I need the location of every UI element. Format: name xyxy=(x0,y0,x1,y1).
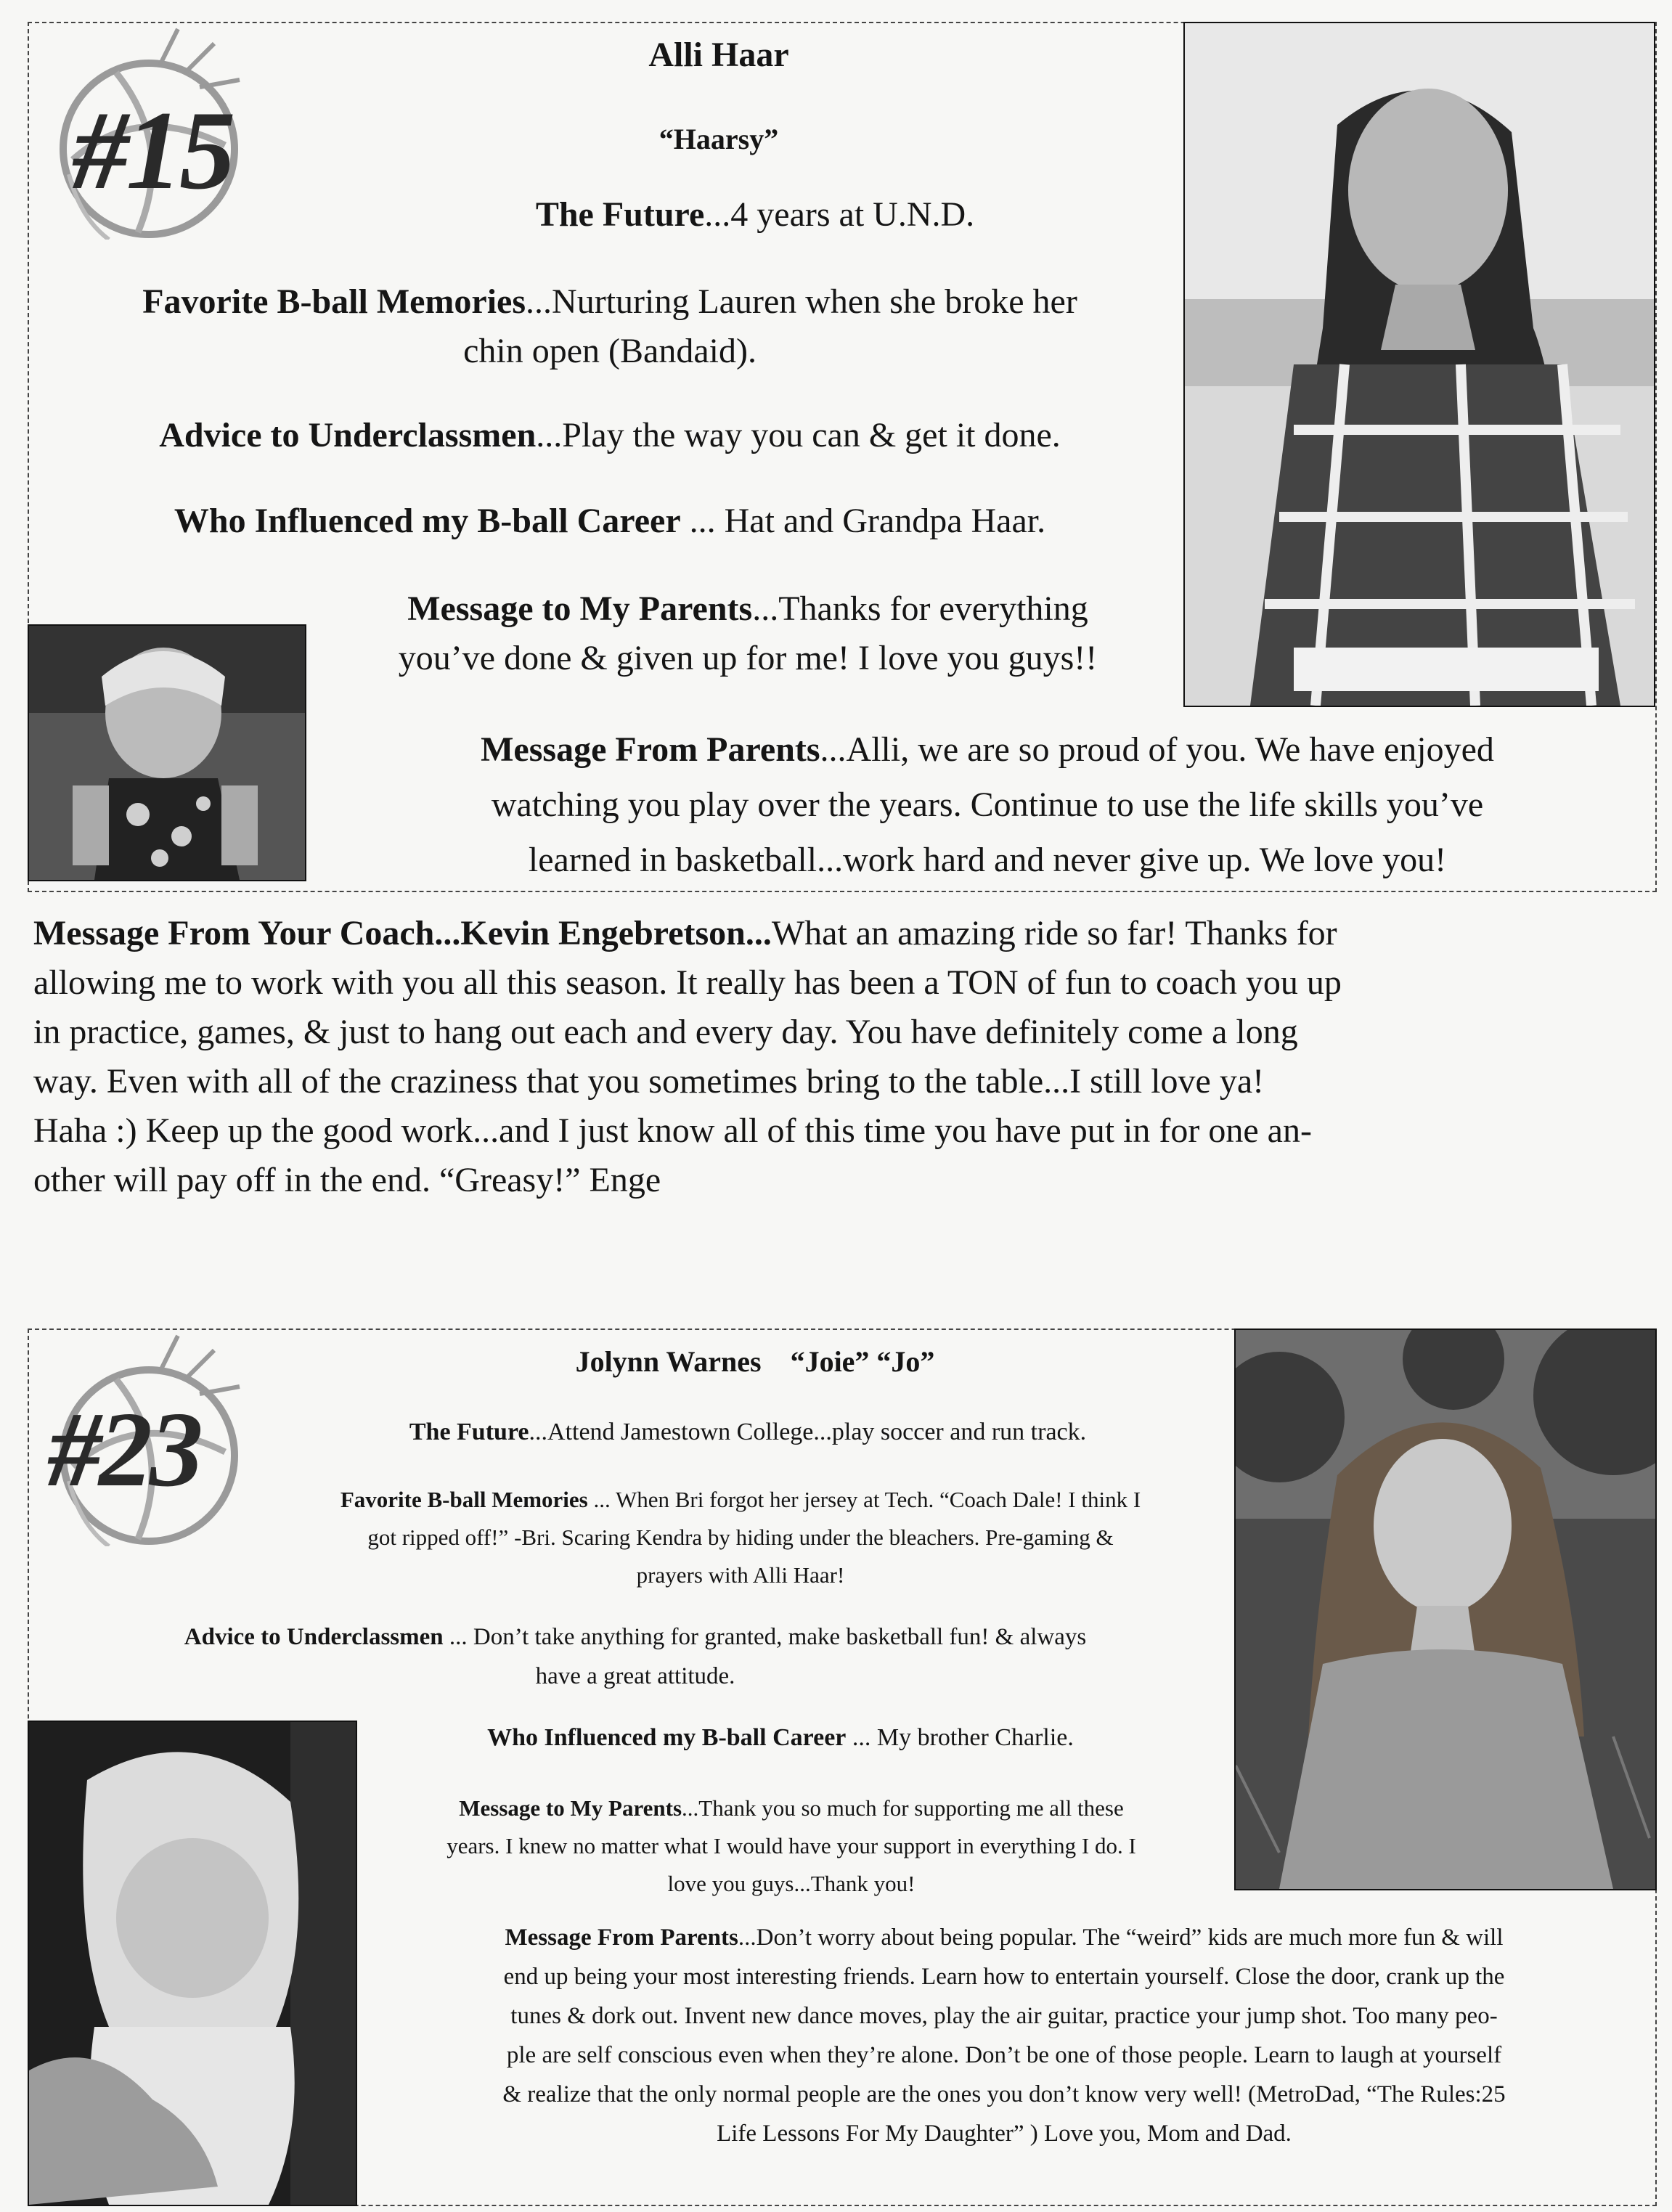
memories-text-1: ... When Bri forgot her jersey at Tech. “Coach Dale! I think I xyxy=(587,1487,1141,1512)
jersey-number: #23 xyxy=(48,1390,200,1509)
influence-text: ... Hat and Grandpa Haar. xyxy=(680,502,1046,540)
coach-line-4: way. Even with all of the craziness that you sometimes bring to the table...I still love ya! xyxy=(33,1062,1265,1101)
memories-label: Favorite B-ball Memories xyxy=(142,282,526,321)
influence-line xyxy=(36,501,1183,541)
player-nicknames: “Joie” “Jo” xyxy=(790,1345,935,1378)
advice-text: ...Play the way you can & get it done. xyxy=(536,416,1061,454)
from-parents-label: Message From Parents xyxy=(481,730,820,769)
senior-photo xyxy=(1234,1329,1657,1890)
to-parents-block xyxy=(348,1789,1234,1903)
memories-text-1: ...Nurturing Lauren when she broke her xyxy=(526,282,1077,321)
from-parents-line-2: end up being your most interesting friends. Learn how to entertain yourself. Close the door, crank up the xyxy=(503,1964,1505,1990)
player-nickname: “Haarsy” xyxy=(658,123,779,155)
player-name-line xyxy=(319,1344,1191,1379)
coach-line-3: in practice, games, & just to hang out each and every day. You have definitely come a long xyxy=(33,1013,1298,1051)
memories-block xyxy=(240,1481,1241,1594)
future-text: ...4 years at U.N.D. xyxy=(704,195,975,234)
player-name: Alli Haar xyxy=(648,36,789,74)
to-parents-text-1: ...Thanks for everything xyxy=(752,589,1088,628)
coach-line-2: allowing me to work with you all this season. It really has been a TON of fun to coach you up xyxy=(33,963,1342,1002)
influence-label: Who Influenced my B-ball Career xyxy=(487,1724,847,1751)
coach-line-1: What an amazing ride so far! Thanks for xyxy=(771,914,1337,952)
advice-label: Advice to Underclassmen xyxy=(184,1624,444,1650)
advice-block xyxy=(36,1617,1234,1696)
future-text: ...Attend Jamestown College...play soccer and run track. xyxy=(529,1419,1087,1445)
influence-label: Who Influenced my B-ball Career xyxy=(174,502,681,540)
memories-text-2: got ripped off!” -Bri. Scaring Kendra by hiding under the bleachers. Pre-gaming & xyxy=(367,1525,1114,1550)
senior-photo xyxy=(1183,22,1655,707)
to-parents-text-1: ...Thank you so much for supporting me all these xyxy=(682,1795,1124,1821)
future-line xyxy=(276,1419,1220,1446)
from-parents-line-3: tunes & dork out. Invent new dance moves, play the air guitar, practice your jump shot. Too many peo- xyxy=(510,2003,1498,2029)
coach-label: Message From Your Coach...Kevin Engebretson... xyxy=(33,914,772,952)
coach-line-6: other will pay off in the end. “Greasy!” Enge xyxy=(33,1161,661,1199)
from-parents-text-1: ...Don’t worry about being popular. The “weird” kids are much more fun & will xyxy=(738,1925,1504,1951)
to-parents-label: Message to My Parents xyxy=(407,589,753,628)
player-name: Jolynn Warnes xyxy=(575,1345,762,1378)
future-label: The Future xyxy=(409,1419,529,1445)
from-parents-line-6: Life Lessons For My Daughter” ) Love you, Mom and Dad. xyxy=(717,2121,1292,2147)
from-parents-text-3: learned in basketball...work hard and never give up. We love you! xyxy=(528,841,1447,879)
memories-block xyxy=(36,277,1183,376)
from-parents-text-2: watching you play over the years. Continue to use the life skills you’ve xyxy=(491,785,1484,824)
from-parents-line-4: ple are self conscious even when they’re alone. Don’t be one of those people. Learn to laugh at yourself xyxy=(506,2042,1502,2068)
coach-line-5: Haha :) Keep up the good work...and I just know all of this time you have put in for one an- xyxy=(33,1111,1312,1150)
to-parents-text-2: you’ve done & given up for me! I love you guys!! xyxy=(398,639,1098,677)
influence-line xyxy=(341,1724,1220,1752)
childhood-photo xyxy=(28,1721,357,2206)
from-parents-block xyxy=(354,1918,1654,2153)
future-label: The Future xyxy=(535,195,705,234)
memories-label: Favorite B-ball Memories xyxy=(340,1487,588,1512)
advice-label: Advice to Underclassmen xyxy=(159,416,537,454)
advice-text-1: ... Don’t take anything for granted, make basketball fun! & always xyxy=(443,1624,1087,1650)
advice-text-2: have a great attitude. xyxy=(535,1663,735,1689)
childhood-photo xyxy=(28,624,306,881)
from-parents-label: Message From Parents xyxy=(505,1925,738,1951)
from-parents-block xyxy=(334,722,1641,888)
coach-message xyxy=(33,909,1660,1205)
to-parents-text-2: years. I knew no matter what I would have your support in everything I do. I xyxy=(446,1833,1136,1858)
to-parents-label: Message to My Parents xyxy=(459,1795,682,1821)
influence-text: ... My brother Charlie. xyxy=(846,1724,1074,1751)
from-parents-line-5: & realize that the only normal people are the ones you don’t know very well! (MetroDad, “The Rules:25 xyxy=(502,2081,1506,2107)
memories-text-3: prayers with Alli Haar! xyxy=(636,1562,845,1588)
jersey-number: #15 xyxy=(73,88,233,213)
from-parents-text-1: ...Alli, we are so proud of you. We have enjoyed xyxy=(820,730,1494,769)
advice-line xyxy=(36,415,1183,455)
to-parents-block xyxy=(305,584,1191,683)
future-line xyxy=(319,195,1191,234)
to-parents-text-3: love you guys...Thank you! xyxy=(667,1871,915,1896)
memories-text-2: chin open (Bandaid). xyxy=(463,332,757,370)
